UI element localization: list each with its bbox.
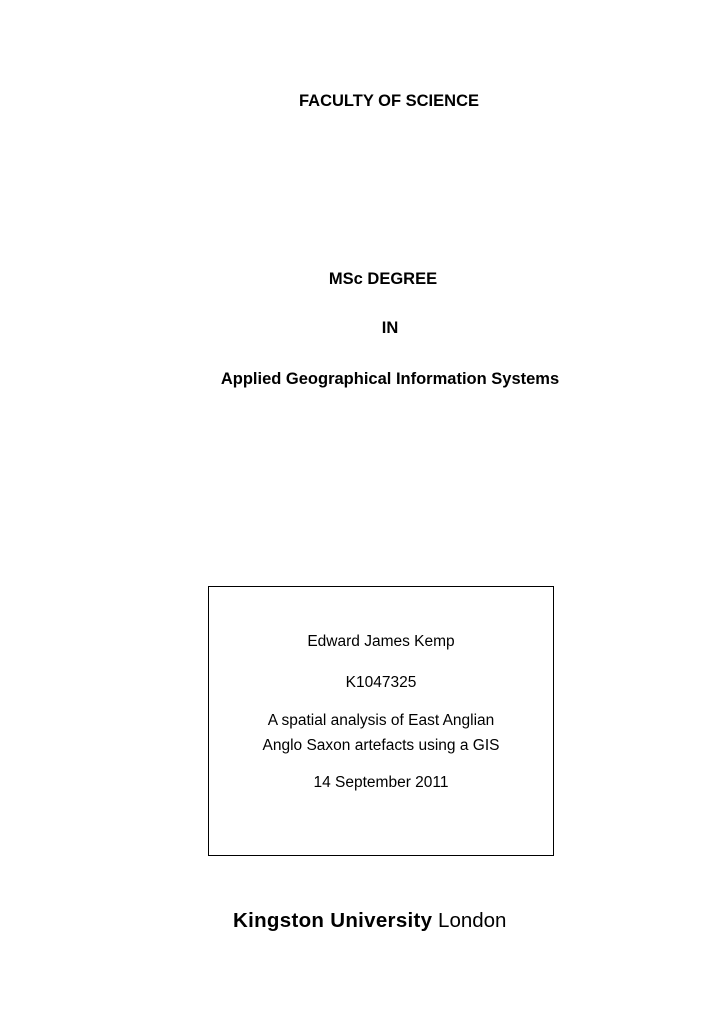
thesis-title-line-1: A spatial analysis of East Anglian [267,712,495,729]
connector-heading: IN [381,319,399,337]
author-name: Edward James Kemp [307,633,455,650]
submission-date: 14 September 2011 [313,774,449,791]
student-id: K1047325 [345,674,417,691]
faculty-heading: FACULTY OF SCIENCE [299,92,479,110]
logo-university-name: Kingston University [233,909,433,932]
university-logo [233,909,506,933]
degree-heading: MSc DEGREE [328,270,438,288]
subject-heading: Applied Geographical Information Systems [220,370,560,388]
logo-city-name: London [438,909,507,932]
details-box [208,586,554,856]
thesis-title-line-2: Anglo Saxon artefacts using a GIS [262,737,500,754]
